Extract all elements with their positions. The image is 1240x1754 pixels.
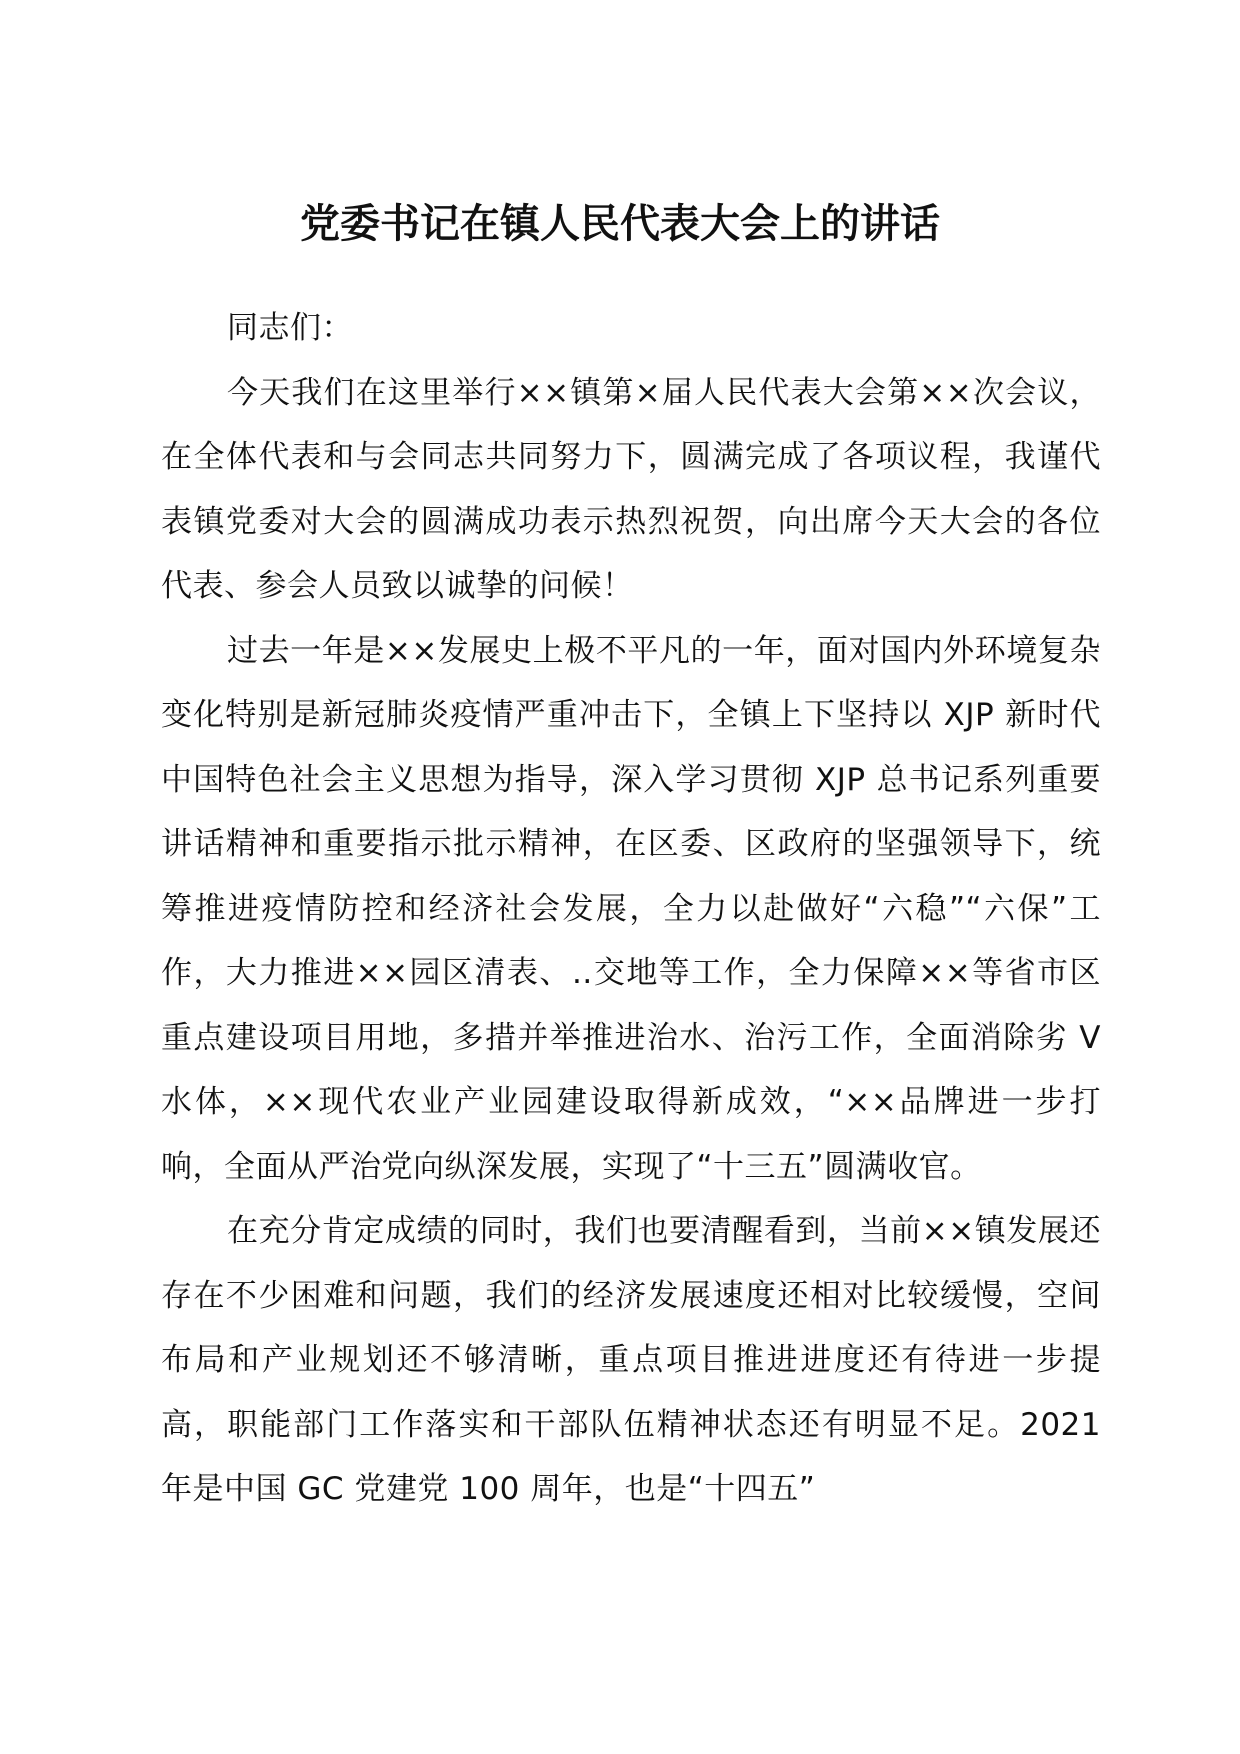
document-body: [161, 296, 1101, 1522]
paragraph-problems: 在充分肯定成绩的同时，我们也要清醒看到，当前××镇发展还存在不少困难和问题，我们的经济发展速度还相对比较缓慢，空间布局和产业规划还不够清晰，重点项目推进进度还有待进一步提高，职能部门工作落实和干部队伍精神状态还有明显不足。2021 年是中国 GC 党建党 100 周年，也是“十四五”: [161, 1213, 1101, 1507]
salutation: 同志们：: [227, 310, 353, 346]
paragraph-review: 过去一年是××发展史上极不平凡的一年，面对国内外环境复杂变化特别是新冠肺炎疫情严重冲击下，全镇上下坚持以 XJP 新时代中国特色社会主义思想为指导，深入学习贯彻 XJP 总书记系列重要讲话精神和重要指示批示精神，在区委、区政府的坚强领导下，统筹推进疫情防控和经济社会发展，全力以赴做好“六稳”“六保”工作，大力推进××园区清表、‥交地等工作，全力保障××等省市区重点建设项目用地，多措并举推进治水、治污工作，全面消除劣 V 水体，××现代农业产业园建设取得新成效，“××品牌进一步打响，全面从严治党向纵深发展，实现了“十三五”圆满收官。: [161, 632, 1101, 1185]
document-title: 党委书记在镇人民代表大会上的讲话: [300, 201, 940, 247]
paragraph-opening: 今天我们在这里举行××镇第×届人民代表大会第××次会议，在全体代表和与会同志共同努力下，圆满完成了各项议程，我谨代表镇党委对大会的圆满成功表示热烈祝贺，向出席今天大会的各位代表、参会人员致以诚挚的问候！: [161, 374, 1101, 604]
